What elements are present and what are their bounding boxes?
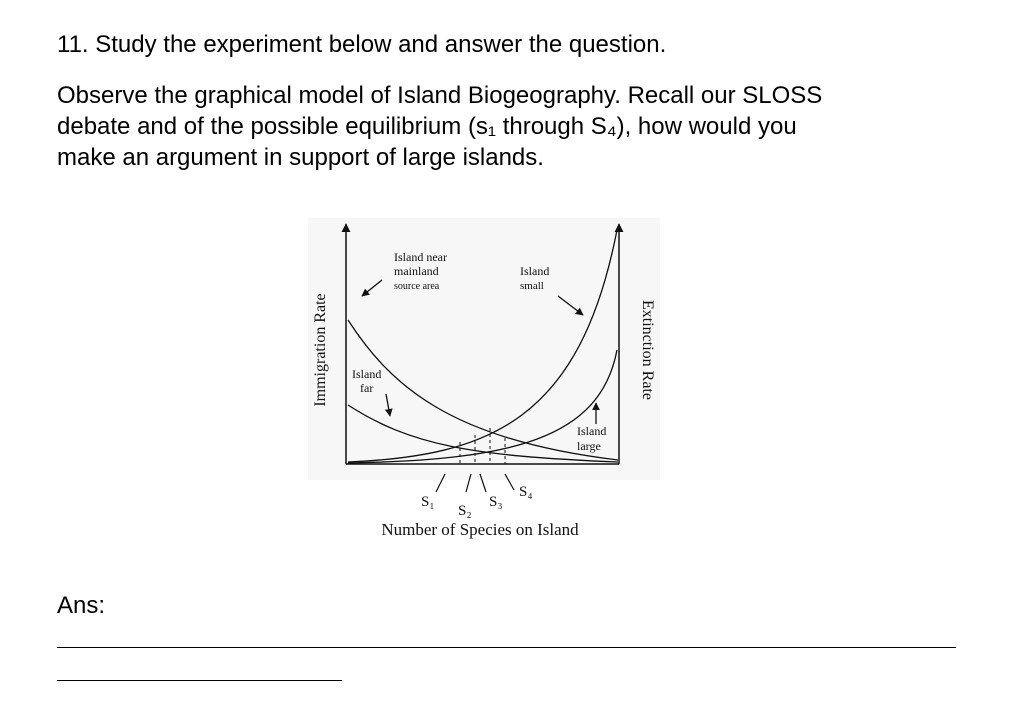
question-title: 11. Study the experiment below and answer the question. bbox=[57, 31, 667, 58]
figure-background bbox=[308, 218, 660, 480]
answer-line bbox=[57, 647, 956, 648]
island-near-label: mainland bbox=[394, 264, 439, 278]
island-far-label: far bbox=[360, 381, 374, 395]
x-axis-label: Number of Species on Island bbox=[381, 520, 579, 539]
island-biogeography-graph bbox=[300, 210, 670, 550]
equilibrium-s3-label: S₃ bbox=[489, 494, 503, 510]
island-biogeography-figure bbox=[300, 210, 670, 550]
equilibrium-s1-label: S₁ bbox=[421, 494, 435, 510]
island-large-label: Island bbox=[577, 424, 607, 438]
question-body bbox=[57, 80, 957, 173]
question-body-line: make an argument in support of large islands. bbox=[57, 144, 544, 171]
answer-label: Ans: bbox=[57, 592, 106, 619]
question-body-line: Observe the graphical model of Island Biogeography. Recall our SLOSS bbox=[57, 82, 823, 109]
island-near-label: Island near bbox=[394, 250, 447, 264]
y-left-axis-label: Immigration Rate bbox=[312, 293, 329, 407]
question-body-line: debate and of the possible equilibrium (s₁ through S₄), how would you bbox=[57, 113, 797, 140]
equilibrium-s2-label: S₂ bbox=[458, 503, 472, 519]
equilibrium-s4-label: S₄ bbox=[519, 484, 533, 500]
y-right-axis-label: Extinction Rate bbox=[639, 300, 656, 400]
answer-line bbox=[57, 680, 342, 681]
island-large-label: large bbox=[577, 439, 601, 453]
island-small-label: Island bbox=[520, 264, 550, 278]
island-small-label: small bbox=[520, 280, 544, 292]
island-far-label: Island bbox=[352, 367, 382, 381]
island-near-label: source area bbox=[394, 281, 440, 292]
